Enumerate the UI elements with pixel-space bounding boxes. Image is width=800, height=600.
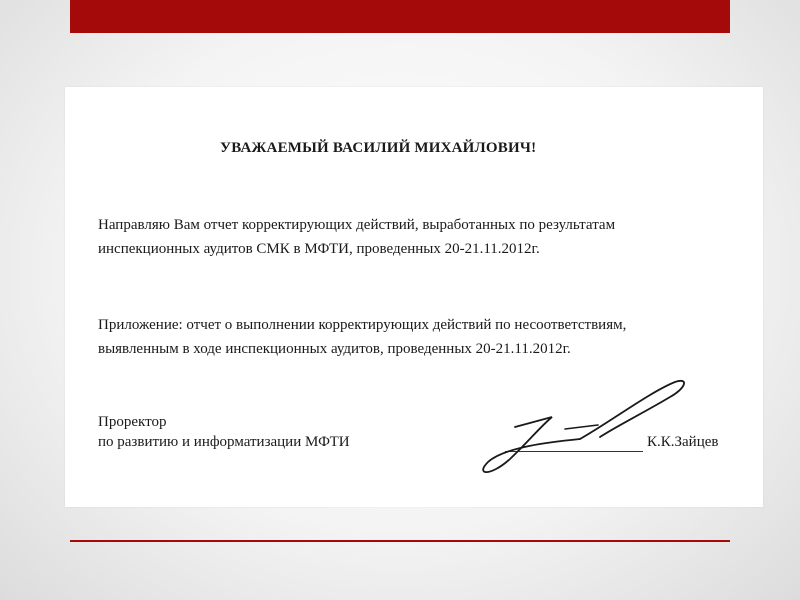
top-accent-bar [70,0,730,33]
paragraph-line: Направляю Вам отчет корректирующих действий, выработанных по результатам [98,217,616,233]
bottom-divider [70,540,730,542]
signer-title-line: по развитию и информатизации МФТИ [98,434,350,450]
paragraph-line: Приложение: отчет о выполнении корректирующих действий по несоответствиям, [98,317,627,333]
scanned-letter [65,87,763,507]
signer-title-line: Проректор [98,414,167,430]
paragraph-line: выявленным в ходе инспекционных аудитов, проведенных 20-21.11.2012г. [98,341,571,357]
signer-name: К.К.Зайцев [647,434,719,450]
letter-paragraph-main [98,213,748,261]
letter-salutation: УВАЖАЕМЫЙ ВАСИЛИЙ МИХАЙЛОВИЧ! [220,140,537,156]
paragraph-line: инспекционных аудитов СМК в МФТИ, проведенных 20-21.11.2012г. [98,241,540,257]
signer-title [98,412,350,452]
handwritten-signature [470,367,730,482]
letter-paragraph-attachment [98,313,748,361]
